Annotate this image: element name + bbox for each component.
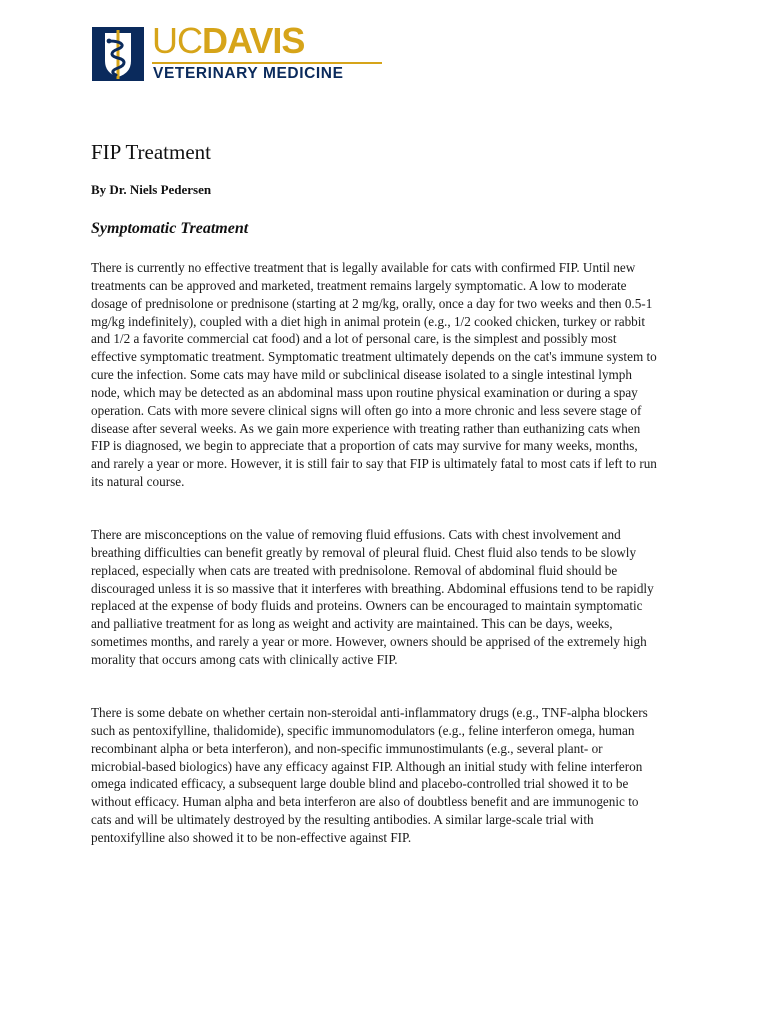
body-paragraph-1: There is currently no effective treatment that is legally available for cats with confirmed FIP. Until new treatments can be approved and marketed, treatment remains largely symptomatic. A low to moderate dosage of prednisolone or prednisone (starting at 2 mg/kg, orally, once a day for two weeks and then 0.5-1 mg/kg indefinitely), coupled with a diet high in animal protein (e.g., 1/2 cooked chicken, turkey or rabbit and 1/2 a favorite commercial cat food) and a lot of personal care, is the simplest and possibly most effective symptomatic treatment. Symptomatic treatment ultimately depends on the cat's immune system to cure the infection. Some cats may have mild or subclinical disease isolated to a single intestinal lymph node, which may be detected as an abdominal mass upon routine physical examination or during a spay operation. Cats with more severe clinical signs will often go into a more chronic and less severe stage of disease after several weeks. As we gain more experience with treating rather than euthanizing cats when FIP is diagnosed, we begin to appreciate that a proportion of cats may survive for many weeks, months, and rarely a year or more. However, it is still fair to say that FIP is ultimately fatal to most cats if left to run its natural course.	[91, 260, 657, 490]
logo-uc-text: UC	[152, 20, 202, 61]
author-byline: By Dr. Niels Pedersen	[91, 182, 212, 197]
body-paragraph-3: There is some debate on whether certain non-steroidal anti-inflammatory drugs (e.g., TNF-alpha blockers such as pentoxifylline, thalidomide), specific immunomodulators (e.g., feline interferon omega, human recombinant alpha or beta interferon), and non-specific immunostimulants (e.g., several plant- or microbial-based biologics) have any efficacy against FIP. Although an initial study with feline interferon omega indicated efficacy, a subsequent large double blind and placebo-controlled trial showed it to be without efficacy. Human alpha and beta interferon are also of doubtless benefit and are immunogenic to cats and will be ultimately destroyed by the resulting antibodies. A similar large-scale trial with pentoxifylline also showed it to be non-effective against FIP.	[91, 705, 648, 845]
logo-subtitle: VETERINARY MEDICINE	[153, 65, 344, 82]
caduceus-shield-icon	[92, 27, 144, 81]
document-title: FIP Treatment	[91, 140, 211, 164]
ucdavis-vetmed-logo	[92, 20, 384, 85]
body-paragraph-2: There are misconceptions on the value of removing fluid effusions. Cats with chest involvement and breathing difficulties can benefit greatly by removal of pleural fluid. Chest fluid also tends to be slowly replaced, especially when cats are treated with prednisolone. Removal of abdominal fluid should be discouraged unless it is so massive that it interferes with breathing. Abdominal effusions tend to be rapidly replaced at the expense of body fluids and proteins. Owners can be encouraged to maintain symptomatic and palliative treatment for as long as weight and activity are maintained. This can be days, weeks, sometimes months, and rarely a year or more. However, owners should be apprised of the extremely high morality that occurs among cats with clinically active FIP.	[91, 527, 654, 667]
logo-davis-text: DAVIS	[202, 20, 305, 61]
section-heading: Symptomatic Treatment	[91, 220, 249, 237]
logo-divider	[152, 62, 382, 64]
logo-wordmark	[152, 21, 304, 61]
